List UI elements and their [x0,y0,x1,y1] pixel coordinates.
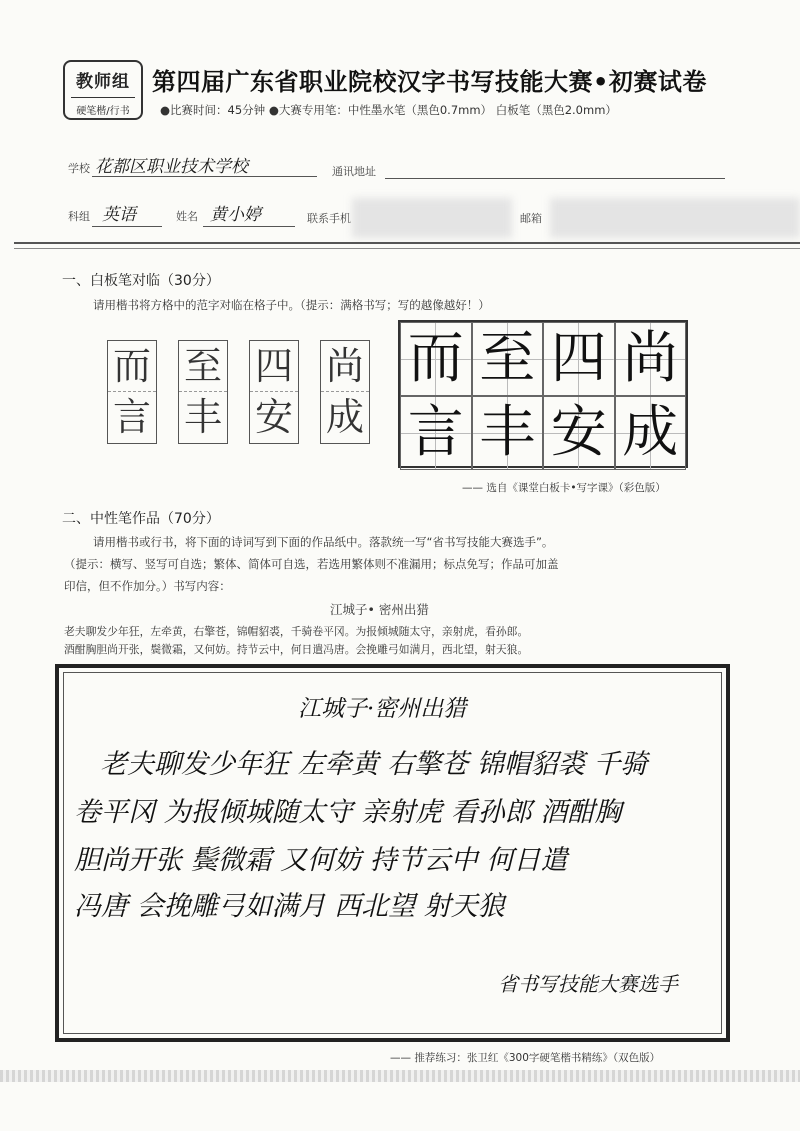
address-label: 通讯地址 [332,165,376,178]
subject-label: 科组 [68,210,90,223]
subject-underline [92,226,162,227]
artwork-title: 江城子·密州出猎 [298,696,467,722]
model-char: 而 [400,322,472,396]
header-divider [14,242,800,249]
email-label: 邮箱 [520,212,542,225]
section2-instruction-line: 请用楷书或行书，将下面的诗词写到下面的作品纸中。落款统一写“省书写技能大赛选手”。 [93,535,554,549]
name-underline [203,226,295,227]
model-char: 丰 [472,396,544,470]
model-char: 至 [472,322,544,396]
badge-group-label: 教师组 [76,72,130,92]
school-label: 学校 [68,162,90,175]
practice-char: 而 [108,341,156,392]
artwork-line: 老夫聊发少年狂 左牵黄 右擎苍 锦帽貂裘 千骑 [100,749,648,780]
name-value: 黄小婷 [210,205,261,225]
model-source: —— 选自《课堂白板卡•写字课》（彩色版） [462,482,666,494]
school-value: 花都区职业技术学校 [95,157,248,177]
poem-title: 江城子• 密州出猎 [330,602,429,617]
name-label: 姓名 [176,210,198,223]
practice-box-2 [178,340,228,444]
model-char: 言 [400,396,472,470]
practice-box-4 [320,340,370,444]
artwork-signature: 省书写技能大赛选手 [498,972,678,996]
group-badge [63,60,143,120]
email-redacted [550,198,800,238]
model-char: 尚 [615,322,687,396]
poem-line: 酒酣胸胆尚开张，鬓微霜，又何妨。持节云中，何日遣冯唐。会挽雕弓如满月，西北望，射天狼。 [64,643,529,656]
practice-char: 丰 [183,395,222,439]
model-char: 成 [615,396,687,470]
recommended-practice: —— 推荐练习：张卫红《300字硬笔楷书精练》（双色版） [390,1052,661,1064]
practice-box-3 [249,340,299,444]
practice-char: 安 [254,395,293,439]
badge-style-label: 硬笔楷/行书 [71,97,135,117]
model-character-grid [398,320,688,468]
practice-box-1 [107,340,157,444]
section1-heading: 一、白板笔对临（30分） [62,273,220,289]
practice-char: 成 [325,395,364,439]
practice-char: 言 [112,395,151,439]
subject-value: 英语 [102,205,136,225]
poem-line: 老夫聊发少年狂，左牵黄，右擎苍，锦帽貂裘，千骑卷平冈。为报倾城随太守，亲射虎，看孙郎。 [64,625,529,638]
section1-instruction: 请用楷书将方格中的范字对临在格子中。（提示：满格书写；写的越像越好！） [93,298,490,312]
section2-heading: 二、中性笔作品（70分） [62,511,220,527]
practice-char: 四 [250,341,298,392]
phone-redacted [352,198,512,238]
phone-label: 联系手机 [307,212,351,225]
section2-instruction-line: 印信，但不作加分。）书写内容： [64,579,231,593]
artwork-line: 冯唐 会挽雕弓如满月 西北望 射天狼 [74,891,505,922]
artwork-line: 胆尚开张 鬓微霜 又何妨 持节云中 何日遣 [74,845,568,876]
practice-char: 尚 [321,341,369,392]
practice-char: 至 [179,341,227,392]
scan-artifact [0,1070,800,1082]
address-underline [385,178,725,179]
section2-instruction-line: （提示：横写、竖写可自选；繁体、简体可自选，若选用繁体则不准漏用；标点免写；作品可加盖 [64,557,559,571]
competition-rules: ●比赛时间：45分钟 ●大赛专用笔：中性墨水笔（黑色0.7mm） 白板笔（黑色2.0mm） [160,103,617,117]
artwork-line: 卷平冈 为报倾城随太守 亲射虎 看孙郎 酒酣胸 [74,797,622,828]
page-title: 第四届广东省职业院校汉字书写技能大赛•初赛试卷 [152,68,707,96]
model-char: 安 [543,396,615,470]
model-char: 四 [543,322,615,396]
school-underline [92,176,317,177]
